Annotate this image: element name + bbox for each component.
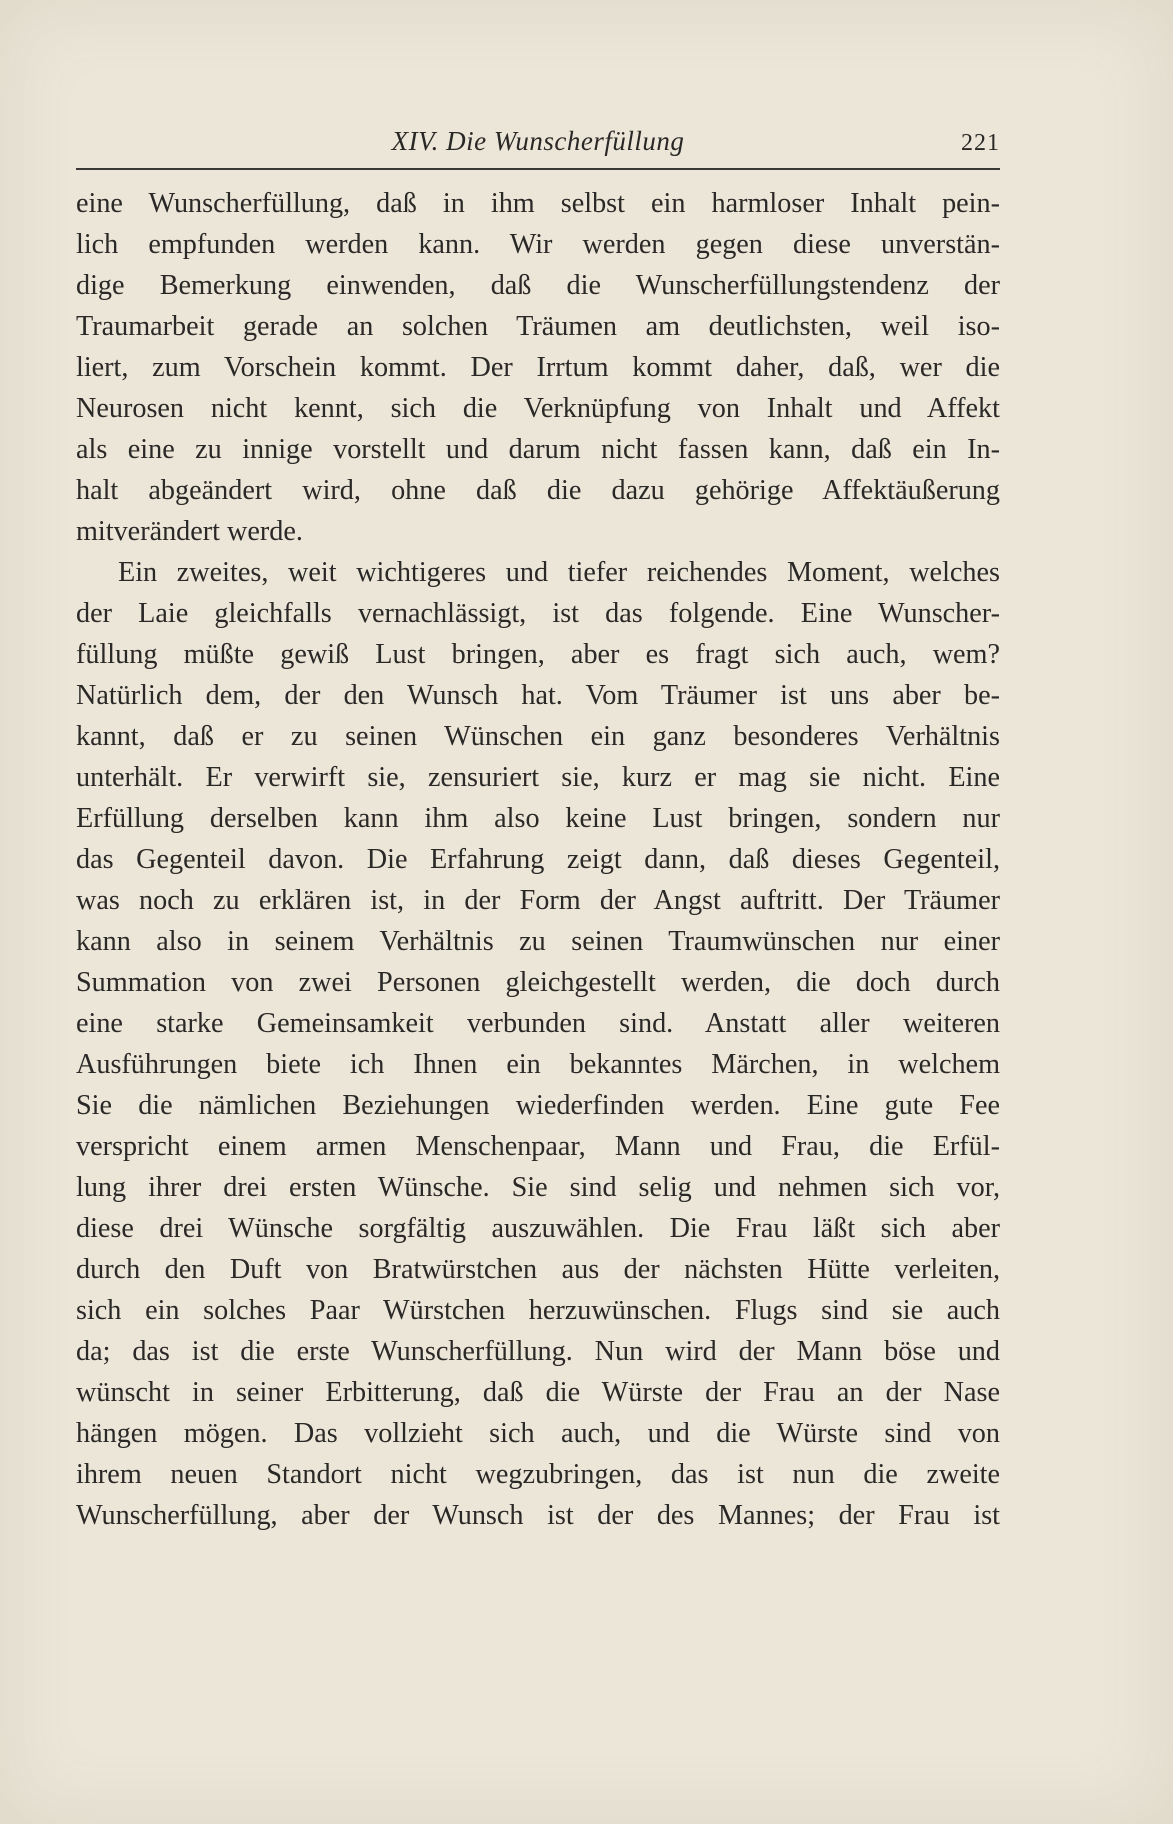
text-line: hängen mögen. Das vollzieht sich auch, und die Würste sind von xyxy=(76,1418,1000,1449)
body-text xyxy=(76,183,1000,1536)
text-line: Summation von zwei Personen gleichgestellt werden, die doch durch xyxy=(76,967,1000,998)
text-line: das Gegenteil davon. Die Erfahrung zeigt dann, daß dieses Gegenteil, xyxy=(76,844,1000,875)
text-line: eine Wunscherfüllung, daß in ihm selbst ein harmloser Inhalt pein- xyxy=(76,188,1000,219)
text-line: als eine zu innige vorstellt und darum nicht fassen kann, daß ein In- xyxy=(76,434,1000,465)
text-line: kannt, daß er zu seinen Wünschen ein ganz besonderes Verhältnis xyxy=(76,721,1000,752)
text-line: Ein zweites, weit wichtigeres und tiefer reichendes Moment, welches xyxy=(118,557,1000,588)
running-header xyxy=(76,120,1000,170)
text-line: diese drei Wünsche sorgfältig auszuwählen. Die Frau läßt sich aber xyxy=(76,1213,1000,1244)
page-number: 221 xyxy=(961,130,1000,156)
text-line: verspricht einem armen Menschenpaar, Mann und Frau, die Erfül- xyxy=(76,1131,1000,1162)
text-line: sich ein solches Paar Würstchen herzuwünschen. Flugs sind sie auch xyxy=(76,1295,1000,1326)
text-line: unterhält. Er verwirft sie, zensuriert sie, kurz er mag sie nicht. Eine xyxy=(76,762,1000,793)
text-line: mitverändert werde. xyxy=(76,516,303,547)
text-line: wünscht in seiner Erbitterung, daß die Würste der Frau an der Nase xyxy=(76,1377,1000,1408)
text-line: eine starke Gemeinsamkeit verbunden sind. Anstatt aller weiteren xyxy=(76,1008,1000,1039)
text-line: Natürlich dem, der den Wunsch hat. Vom Träumer ist uns aber be- xyxy=(76,680,1000,711)
text-line: der Laie gleichfalls vernachlässigt, ist das folgende. Eine Wunscher- xyxy=(76,598,1000,629)
text-line: Sie die nämlichen Beziehungen wiederfinden werden. Eine gute Fee xyxy=(76,1090,1000,1121)
text-line: lich empfunden werden kann. Wir werden gegen diese unverstän- xyxy=(76,229,1000,260)
text-line: Ausführungen biete ich Ihnen ein bekanntes Märchen, in welchem xyxy=(76,1049,1000,1080)
text-line: kann also in seinem Verhältnis zu seinen Traumwünschen nur einer xyxy=(76,926,1000,957)
running-title: XIV. Die Wunscherfüllung xyxy=(391,126,685,156)
text-line: lung ihrer drei ersten Wünsche. Sie sind selig und nehmen sich vor, xyxy=(76,1172,1000,1203)
text-line: ihrem neuen Standort nicht wegzubringen, das ist nun die zweite xyxy=(76,1459,1000,1490)
text-line: halt abgeändert wird, ohne daß die dazu gehörige Affektäußerung xyxy=(76,475,1000,506)
text-line: was noch zu erklären ist, in der Form der Angst auftritt. Der Träumer xyxy=(76,885,1000,916)
text-line: durch den Duft von Bratwürstchen aus der nächsten Hütte verleiten, xyxy=(76,1254,1000,1285)
text-line: Neurosen nicht kennt, sich die Verknüpfung von Inhalt und Affekt xyxy=(76,393,1000,424)
text-line: dige Bemerkung einwenden, daß die Wunscherfüllungstendenz der xyxy=(76,270,1000,301)
text-line: liert, zum Vorschein kommt. Der Irrtum kommt daher, daß, wer die xyxy=(76,352,1000,383)
text-line: füllung müßte gewiß Lust bringen, aber es fragt sich auch, wem? xyxy=(76,639,1000,670)
text-line: Traumarbeit gerade an solchen Träumen am deutlichsten, weil iso- xyxy=(76,311,1000,342)
text-line: da; das ist die erste Wunscherfüllung. Nun wird der Mann böse und xyxy=(76,1336,1000,1367)
text-line: Wunscherfüllung, aber der Wunsch ist der des Mannes; der Frau ist xyxy=(76,1500,1000,1531)
text-line: Erfüllung derselben kann ihm also keine Lust bringen, sondern nur xyxy=(76,803,1000,834)
